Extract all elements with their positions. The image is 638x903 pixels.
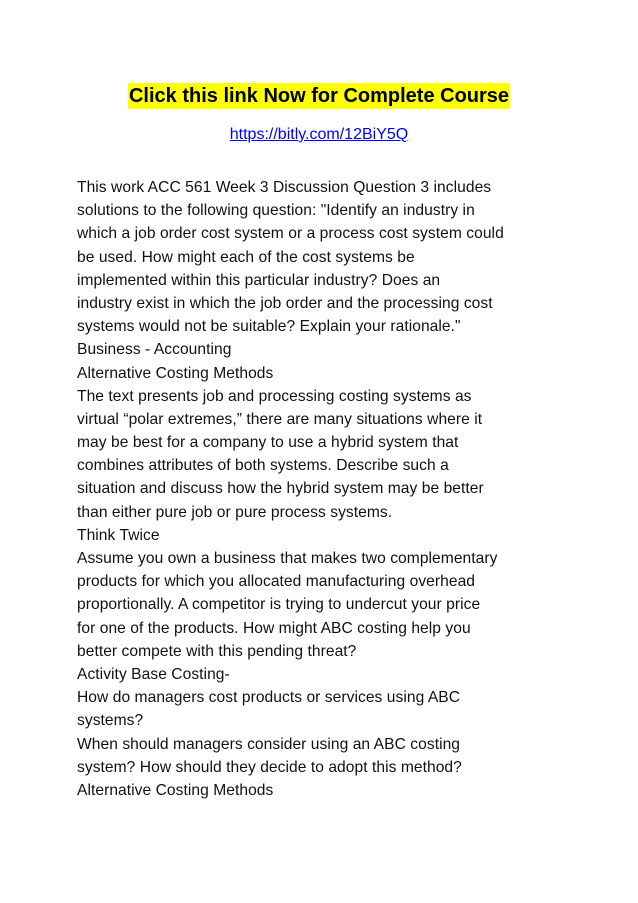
section2-line: products for which you allocated manufacturing overhead (77, 573, 476, 591)
intro-line: solutions to the following question: "Identify an industry in (77, 202, 475, 220)
intro-line: which a job order cost system or a process cost system could (77, 225, 504, 243)
section2-line: Assume you own a business that makes two complementary (77, 550, 498, 567)
section2-line: better compete with this pending threat? (77, 642, 357, 660)
section1-line: The text presents job and processing costing systems as (77, 387, 472, 405)
section1-line: than either pure job or pure process systems. (77, 503, 393, 521)
section-title-think-twice: Think Twice (77, 526, 160, 544)
section-title-activity-base-costing: Activity Base Costing- (77, 665, 230, 683)
intro-line: This work ACC 561 Week 3 Discussion Question 3 includes (77, 179, 492, 196)
section3-line: How do managers cost products or services using ABC (77, 689, 461, 707)
document-body (77, 176, 567, 802)
section1-line: combines attributes of both systems. Describe such a (77, 457, 449, 475)
intro-line: systems would not be suitable? Explain your rationale." (77, 318, 461, 336)
intro-line: implemented within this particular industry? Does an (77, 271, 441, 289)
section3-line: system? How should they decide to adopt this method? (77, 758, 462, 776)
section2-line: proportionally. A competitor is trying to undercut your price (77, 596, 481, 614)
course-url-link[interactable]: https://bitly.com/12BiY5Q (229, 126, 409, 143)
course-link-heading[interactable]: Click this link Now for Complete Course (128, 85, 510, 107)
intro-line: be used. How might each of the cost systems be (77, 248, 415, 266)
section1-line: situation and discuss how the hybrid system may be better (77, 480, 484, 498)
section1-line: virtual “polar extremes,” there are many situations where it (77, 410, 483, 428)
section3-line: When should managers consider using an ABC costing (77, 735, 461, 753)
section1-line: may be best for a company to use a hybrid system that (77, 434, 459, 452)
section-title-alternative-costing-2: Alternative Costing Methods (77, 781, 274, 799)
category-label: Business - Accounting (77, 341, 232, 359)
url-container (0, 124, 638, 146)
section3-line: systems? (77, 712, 144, 730)
section2-line: for one of the products. How might ABC costing help you (77, 619, 471, 637)
heading-container (0, 83, 638, 109)
intro-line: industry exist in which the job order and the processing cost (77, 294, 493, 312)
section-title-alternative-costing: Alternative Costing Methods (77, 364, 274, 382)
